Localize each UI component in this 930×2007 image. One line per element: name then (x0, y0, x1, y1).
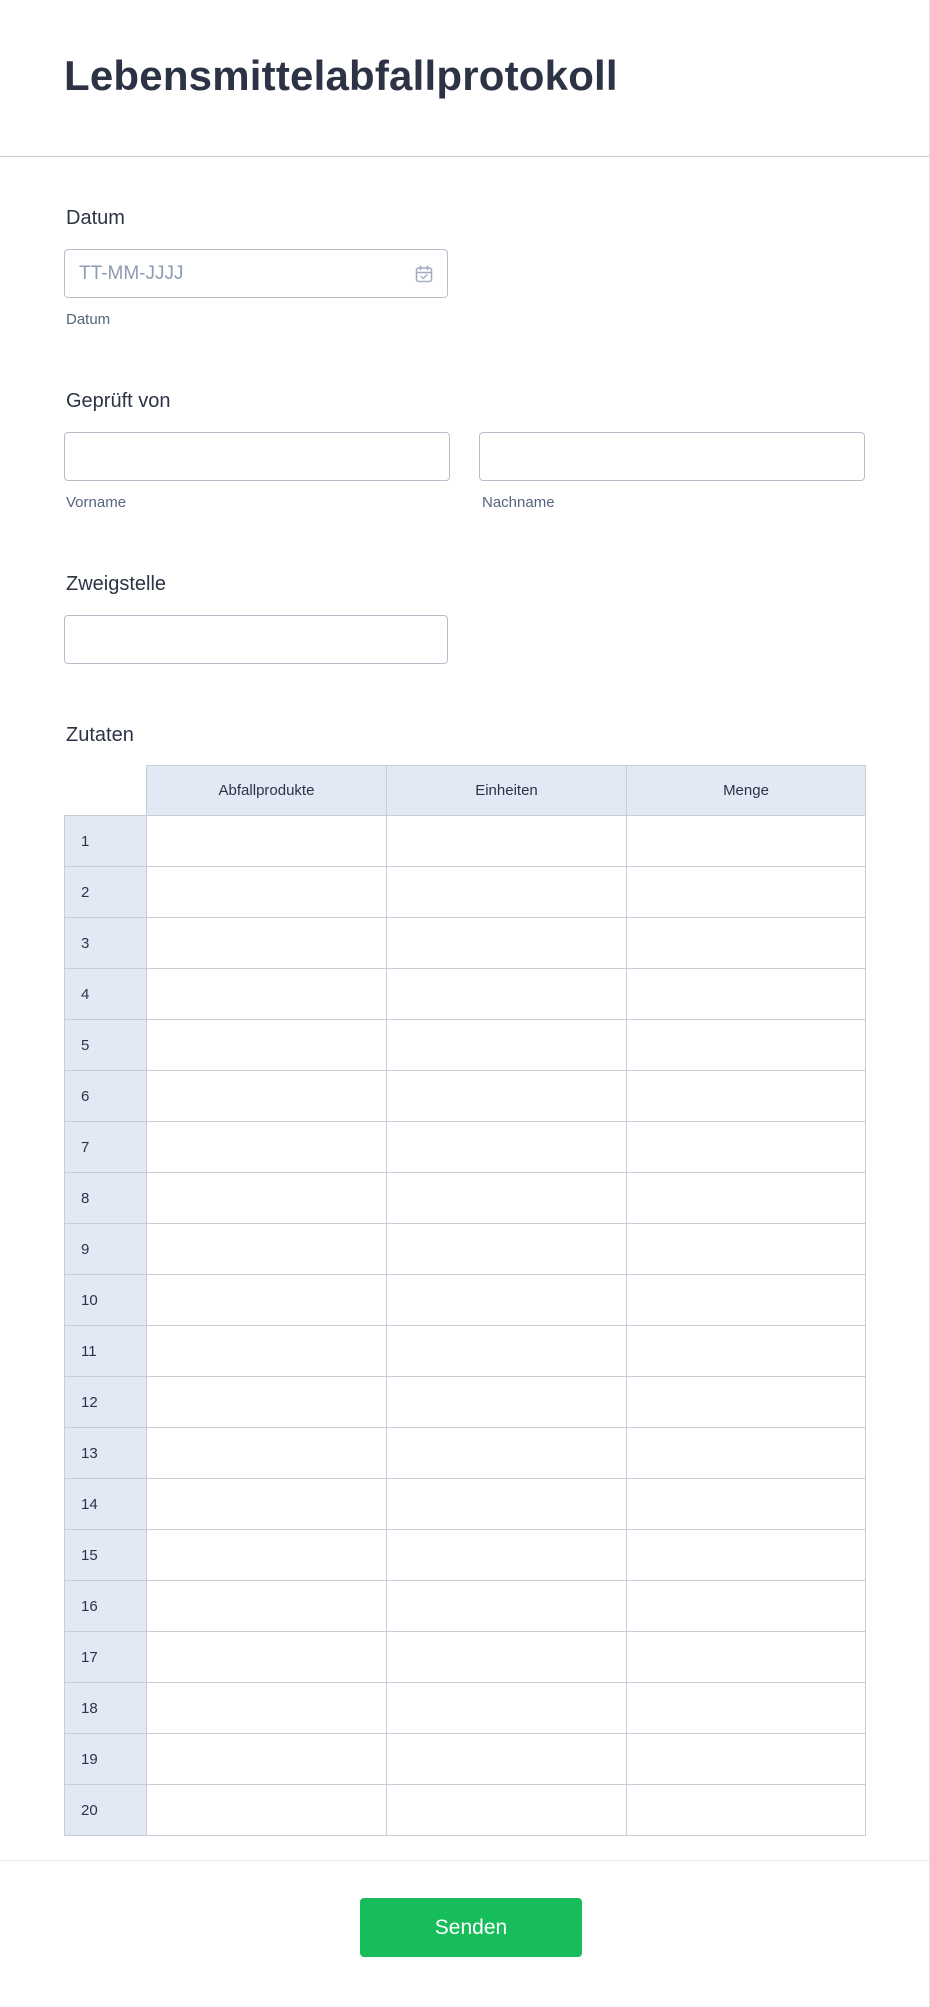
row-number: 15 (65, 1530, 147, 1581)
row-number: 12 (65, 1377, 147, 1428)
table-cell (387, 1428, 627, 1479)
table-cell (627, 867, 866, 918)
table-cell (387, 1173, 627, 1224)
table-cell (147, 1122, 387, 1173)
row-number: 5 (65, 1020, 147, 1071)
cell-input[interactable] (627, 1071, 865, 1121)
cell-input[interactable] (627, 816, 865, 866)
row-number: 11 (65, 1326, 147, 1377)
table-cell (387, 1581, 627, 1632)
table-cell (147, 1071, 387, 1122)
row-number: 2 (65, 867, 147, 918)
table-row (65, 1071, 866, 1122)
first-name-field-container (64, 432, 450, 481)
cell-input[interactable] (147, 1479, 386, 1529)
cell-input[interactable] (147, 1377, 386, 1427)
table-cell (627, 1173, 866, 1224)
row-number: 3 (65, 918, 147, 969)
cell-input[interactable] (387, 1632, 626, 1682)
table-cell (147, 1275, 387, 1326)
cell-input[interactable] (387, 1428, 626, 1478)
cell-input[interactable] (627, 1479, 865, 1529)
checked-by-label: Geprüft von (66, 390, 171, 412)
table-cell (147, 1377, 387, 1428)
table-cell (627, 1734, 866, 1785)
column-header: Menge (627, 766, 866, 816)
table-cell (147, 1632, 387, 1683)
cell-input[interactable] (387, 867, 626, 917)
table-cell (387, 1224, 627, 1275)
cell-input[interactable] (627, 1326, 865, 1376)
table-cell (387, 1785, 627, 1836)
cell-input[interactable] (627, 867, 865, 917)
cell-input[interactable] (147, 1683, 386, 1733)
cell-input[interactable] (147, 918, 386, 968)
cell-input[interactable] (627, 1224, 865, 1274)
cell-input[interactable] (387, 1734, 626, 1784)
table-cell (627, 1428, 866, 1479)
row-number: 7 (65, 1122, 147, 1173)
table-row (65, 1326, 866, 1377)
table-cell (387, 1377, 627, 1428)
row-number: 19 (65, 1734, 147, 1785)
table-row (65, 1785, 866, 1836)
cell-input[interactable] (387, 1581, 626, 1631)
table-cell (627, 1632, 866, 1683)
row-number: 18 (65, 1683, 147, 1734)
row-number: 10 (65, 1275, 147, 1326)
cell-input[interactable] (627, 1020, 865, 1070)
table-cell (387, 1122, 627, 1173)
row-number: 4 (65, 969, 147, 1020)
cell-input[interactable] (147, 1326, 386, 1376)
table-cell (627, 1275, 866, 1326)
row-number: 8 (65, 1173, 147, 1224)
table-cell (147, 1479, 387, 1530)
cell-input[interactable] (147, 969, 386, 1019)
table-corner-cell (65, 766, 147, 816)
branch-input[interactable] (65, 616, 447, 663)
date-field-container (64, 249, 448, 298)
cell-input[interactable] (627, 1581, 865, 1631)
table-cell (627, 918, 866, 969)
cell-input[interactable] (147, 1173, 386, 1223)
table-cell (147, 1428, 387, 1479)
cell-input[interactable] (627, 1734, 865, 1784)
table-cell (387, 1020, 627, 1071)
cell-input[interactable] (387, 1479, 626, 1529)
table-row (65, 1275, 866, 1326)
table-cell (147, 1326, 387, 1377)
first-name-input[interactable] (65, 433, 449, 480)
last-name-input[interactable] (480, 433, 864, 480)
table-cell (387, 1683, 627, 1734)
table-row (65, 1020, 866, 1071)
last-name-field-container (479, 432, 865, 481)
table-cell (387, 918, 627, 969)
table-cell (387, 1632, 627, 1683)
row-number: 17 (65, 1632, 147, 1683)
table-cell (147, 1734, 387, 1785)
table-row (65, 1122, 866, 1173)
calendar-icon[interactable] (415, 265, 433, 283)
submit-button[interactable]: Senden (360, 1898, 582, 1957)
table-row (65, 918, 866, 969)
table-cell (627, 1224, 866, 1275)
table-cell (147, 867, 387, 918)
table-row (65, 1683, 866, 1734)
cell-input[interactable] (387, 1530, 626, 1580)
table-body (65, 816, 866, 1836)
table-cell (627, 1479, 866, 1530)
cell-input[interactable] (627, 1275, 865, 1325)
table-row (65, 1530, 866, 1581)
last-name-sublabel: Nachname (482, 494, 555, 511)
table-cell (387, 1734, 627, 1785)
cell-input[interactable] (387, 1683, 626, 1733)
cell-input[interactable] (627, 1428, 865, 1478)
table-cell (627, 816, 866, 867)
form-title: Lebensmittelabfallprotokoll (64, 52, 618, 99)
table-row (65, 816, 866, 867)
cell-input[interactable] (627, 1173, 865, 1223)
cell-input[interactable] (627, 1632, 865, 1682)
cell-input[interactable] (147, 1428, 386, 1478)
row-number: 13 (65, 1428, 147, 1479)
cell-input[interactable] (627, 1785, 865, 1835)
table-cell (627, 1530, 866, 1581)
table-cell (147, 918, 387, 969)
form-header (0, 0, 930, 157)
cell-input[interactable] (147, 1581, 386, 1631)
table-cell (147, 1581, 387, 1632)
table-row (65, 1734, 866, 1785)
cell-input[interactable] (387, 1326, 626, 1376)
cell-input[interactable] (627, 1377, 865, 1427)
cell-input[interactable] (387, 1377, 626, 1427)
cell-input[interactable] (387, 1275, 626, 1325)
cell-input[interactable] (387, 969, 626, 1019)
cell-input[interactable] (627, 969, 865, 1019)
cell-input[interactable] (627, 1122, 865, 1172)
table-row (65, 1224, 866, 1275)
row-number: 14 (65, 1479, 147, 1530)
cell-input[interactable] (387, 816, 626, 866)
cell-input[interactable] (387, 918, 626, 968)
table-cell (627, 1785, 866, 1836)
ingredients-label: Zutaten (66, 724, 134, 746)
column-header: Einheiten (387, 766, 627, 816)
table-cell (627, 1377, 866, 1428)
table-cell (627, 969, 866, 1020)
cell-input[interactable] (147, 1020, 386, 1070)
column-header: Abfallprodukte (147, 766, 387, 816)
row-number: 6 (65, 1071, 147, 1122)
cell-input[interactable] (147, 1122, 386, 1172)
table-row (65, 1173, 866, 1224)
table-row (65, 1632, 866, 1683)
table-cell (627, 1122, 866, 1173)
table-row (65, 969, 866, 1020)
table-cell (387, 1275, 627, 1326)
table-cell (387, 1071, 627, 1122)
table-cell (627, 1020, 866, 1071)
cell-input[interactable] (147, 1734, 386, 1784)
table-cell (147, 1020, 387, 1071)
table-cell (387, 969, 627, 1020)
table-row (65, 1428, 866, 1479)
cell-input[interactable] (387, 1785, 626, 1835)
table-cell (147, 1683, 387, 1734)
table-row (65, 1581, 866, 1632)
cell-input[interactable] (387, 1020, 626, 1070)
date-input[interactable] (65, 250, 447, 297)
table-cell (387, 1479, 627, 1530)
cell-input[interactable] (147, 1530, 386, 1580)
cell-input[interactable] (147, 1785, 386, 1835)
table-cell (147, 1173, 387, 1224)
table-cell (627, 1683, 866, 1734)
table-cell (147, 816, 387, 867)
table-cell (147, 1224, 387, 1275)
cell-input[interactable] (147, 867, 386, 917)
date-label: Datum (66, 207, 125, 229)
table-cell (147, 1530, 387, 1581)
cell-input[interactable] (147, 816, 386, 866)
table-cell (627, 1581, 866, 1632)
cell-input[interactable] (387, 1173, 626, 1223)
table-row (65, 1377, 866, 1428)
row-number: 16 (65, 1581, 147, 1632)
cell-input[interactable] (627, 1683, 865, 1733)
row-number: 1 (65, 816, 147, 867)
cell-input[interactable] (147, 1632, 386, 1682)
branch-label: Zweigstelle (66, 573, 167, 595)
table-cell (147, 969, 387, 1020)
cell-input[interactable] (387, 1071, 626, 1121)
table-cell (387, 1530, 627, 1581)
cell-input[interactable] (387, 1122, 626, 1172)
table-header-row (65, 766, 866, 816)
table-row (65, 1479, 866, 1530)
ingredients-table (64, 765, 866, 1836)
table-cell (387, 1326, 627, 1377)
row-number: 9 (65, 1224, 147, 1275)
date-sublabel: Datum (66, 311, 111, 328)
cell-input[interactable] (147, 1275, 386, 1325)
row-number: 20 (65, 1785, 147, 1836)
branch-field-container (64, 615, 448, 664)
cell-input[interactable] (147, 1224, 386, 1274)
table-row (65, 867, 866, 918)
table-cell (387, 816, 627, 867)
table-cell (387, 867, 627, 918)
cell-input[interactable] (627, 1530, 865, 1580)
footer-divider (0, 1860, 930, 1861)
cell-input[interactable] (627, 918, 865, 968)
table-cell (147, 1785, 387, 1836)
cell-input[interactable] (387, 1224, 626, 1274)
table-cell (627, 1326, 866, 1377)
cell-input[interactable] (147, 1071, 386, 1121)
first-name-sublabel: Vorname (66, 494, 127, 511)
table-cell (627, 1071, 866, 1122)
